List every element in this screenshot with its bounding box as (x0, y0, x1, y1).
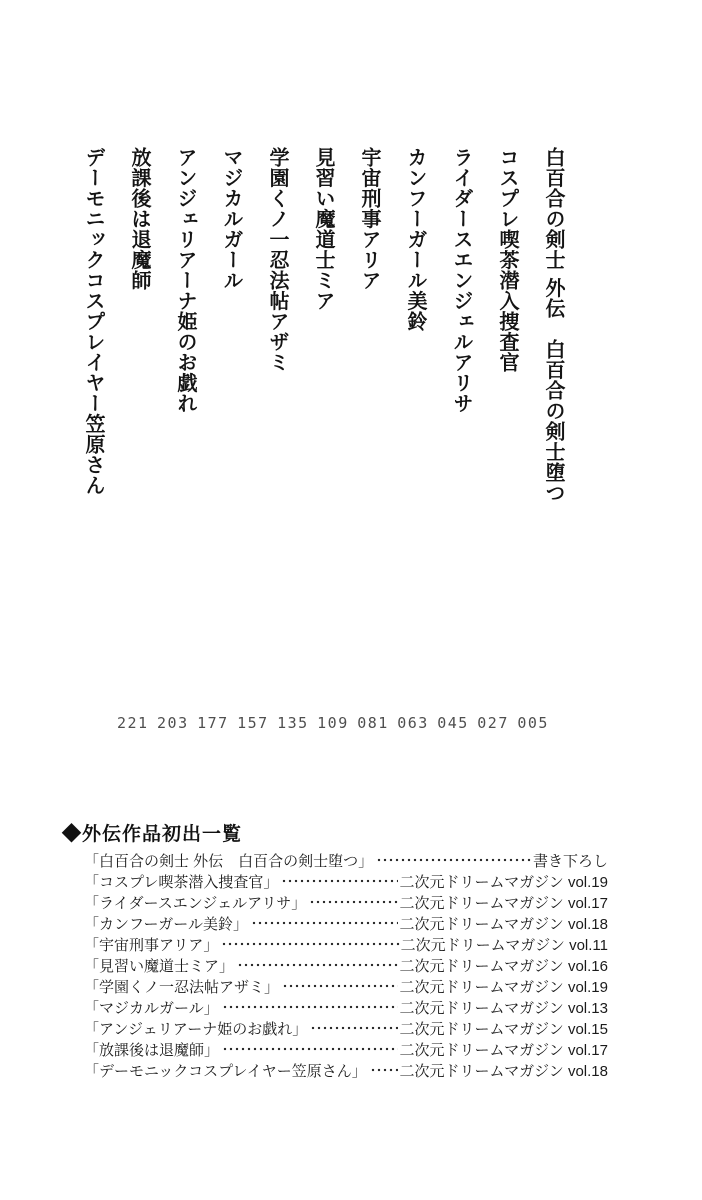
dot-leader-icon (309, 895, 398, 910)
credits-heading: ◆外伝作品初出一覧 (62, 824, 243, 845)
credit-title: 「学園くノ一忍法帖アザミ」 (84, 979, 280, 996)
credit-source: 二次元ドリームマガジン vol.18 (399, 916, 608, 933)
dot-leader-icon (221, 937, 399, 952)
credit-source: 二次元ドリームマガジン vol.13 (399, 1000, 608, 1017)
credit-title: 「カンフーガール美鈴」 (84, 916, 248, 933)
credit-title: 「見習い魔道士ミア」 (84, 958, 235, 975)
page-number: 005 (517, 714, 549, 732)
toc-title: コスプレ喫茶潜入捜査官 (496, 147, 520, 373)
credit-source: 二次元ドリームマガジン vol.16 (399, 958, 608, 975)
dot-leader-icon (370, 1063, 399, 1078)
credit-row (84, 892, 608, 913)
credit-title: 「ライダースエンジェルアリサ」 (84, 895, 307, 912)
credit-title: 「アンジェリアーナ姫のお戯れ」 (84, 1021, 308, 1038)
toc-title: 学園くノ一忍法帖アザミ (266, 147, 290, 373)
credit-title: 「マジカルガール」 (84, 1000, 219, 1017)
page-number: 135 (277, 714, 309, 732)
toc-title: デーモニックコスプレイヤー笠原さん (82, 147, 106, 496)
credit-source: 二次元ドリームマガジン vol.19 (399, 874, 608, 891)
credits-section (62, 819, 608, 1081)
page-number: 063 (397, 714, 429, 732)
toc-title: 見習い魔道士ミア (312, 147, 336, 311)
credits-list (84, 850, 608, 1081)
toc-title: 白百合の剣士 外伝 白百合の剣士堕つ (542, 147, 566, 503)
toc-title: 宇宙刑事アリア (358, 147, 382, 291)
credit-source: 二次元ドリームマガジン vol.17 (399, 895, 608, 912)
credit-row (84, 1060, 608, 1081)
toc-title: マジカルガール (220, 147, 244, 291)
toc-title: ライダースエンジェルアリサ (450, 147, 474, 414)
credit-row (84, 955, 608, 976)
dot-leader-icon (251, 916, 399, 931)
credit-source: 二次元ドリームマガジン vol.17 (399, 1042, 608, 1059)
toc-title: カンフーガール美鈴 (404, 147, 428, 332)
page-number: 045 (437, 714, 469, 732)
credit-source: 二次元ドリームマガジン vol.15 (399, 1021, 608, 1038)
credit-row (84, 871, 608, 892)
dot-leader-icon (376, 853, 532, 868)
credit-source: 二次元ドリームマガジン vol.18 (399, 1063, 608, 1080)
credit-row (84, 913, 608, 934)
credit-row (84, 997, 608, 1018)
credit-row (84, 1039, 608, 1060)
credit-row (84, 934, 608, 955)
credit-title: 「白百合の剣士 外伝 白百合の剣士堕つ」 (84, 853, 374, 870)
page-number: 081 (357, 714, 389, 732)
credit-row (84, 1018, 608, 1039)
toc-title: 放課後は退魔師 (128, 147, 152, 291)
toc-vertical-list (71, 147, 577, 517)
dot-leader-icon (282, 979, 398, 994)
credit-row (84, 850, 608, 871)
credit-title: 「放課後は退魔師」 (84, 1042, 220, 1059)
page-number: 221 (117, 714, 149, 732)
page-number: 157 (237, 714, 269, 732)
toc-title: アンジェリアーナ姫のお戯れ (174, 147, 198, 414)
dot-leader-icon (281, 874, 398, 889)
page-number: 027 (477, 714, 509, 732)
credit-source: 二次元ドリームマガジン vol.19 (399, 979, 608, 996)
credit-row (84, 976, 608, 997)
credit-source: 二次元ドリームマガジン vol.11 (400, 937, 608, 954)
page-number-row (117, 714, 549, 732)
dot-leader-icon (237, 958, 398, 973)
dot-leader-icon (222, 1042, 398, 1057)
page-number: 177 (197, 714, 229, 732)
credit-title: 「宇宙刑事アリア」 (84, 937, 219, 954)
dot-leader-icon (222, 1000, 399, 1015)
dot-leader-icon (310, 1021, 398, 1036)
page-number: 109 (317, 714, 349, 732)
page-number: 203 (157, 714, 189, 732)
credit-title: 「デーモニックコスプレイヤー笠原さん」 (84, 1063, 367, 1080)
credit-source: 書き下ろし (532, 853, 608, 870)
credit-title: 「コスプレ喫茶潜入捜査官」 (84, 874, 279, 891)
